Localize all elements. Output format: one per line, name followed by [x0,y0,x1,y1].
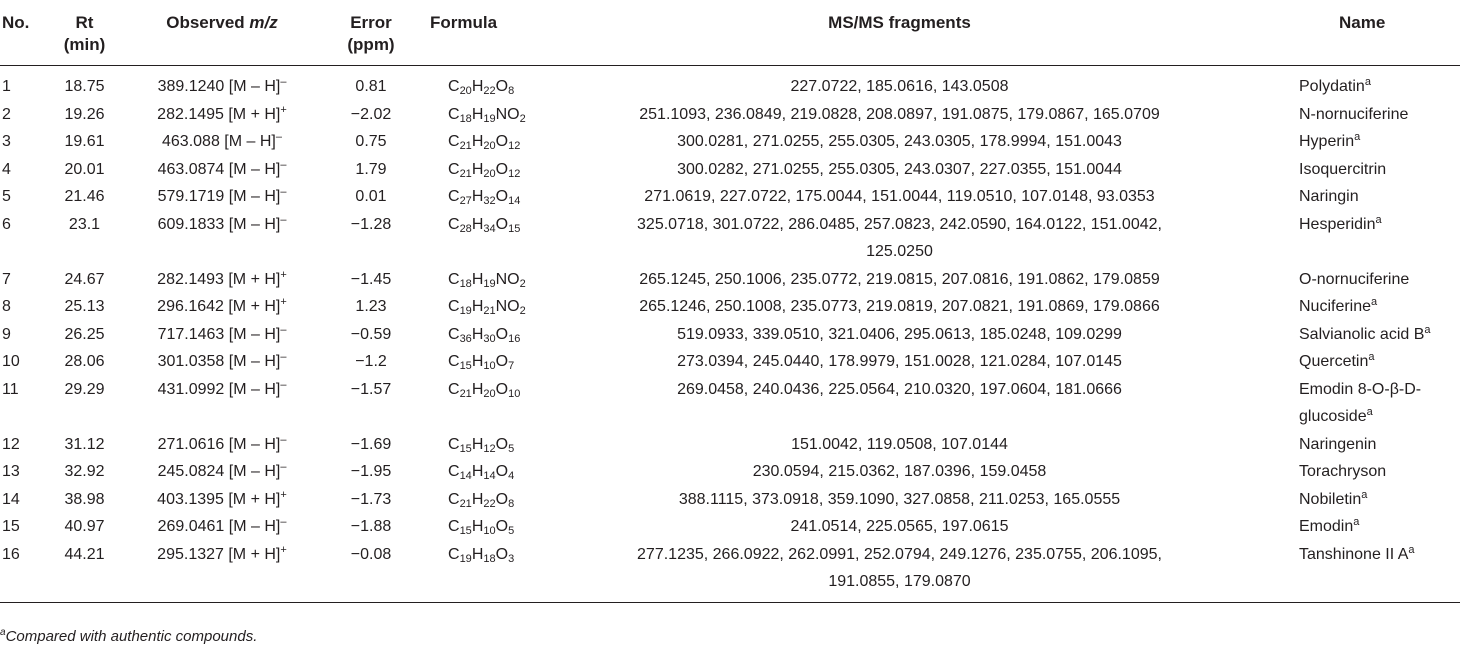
header-row [0,5,1460,66]
cell-formula: $C_{21}H_{20}O_{10}$ [448,380,521,400]
table-body [0,66,1460,603]
cell-fragments: 519.0933, 339.0510, 321.0406, 295.0613, 185.0248, 109.0299 [677,325,1122,343]
cell-name: Hesperidin$^a$ [1299,213,1382,233]
cell-rt: 28.06 [64,353,105,370]
cell-rt: 19.61 [64,133,105,150]
header-rt: Rt (min) [47,5,122,66]
cell-no: 10 [2,353,20,370]
cell-no: 15 [2,518,20,535]
cell-fragments: 388.1115, 373.0918, 359.1090, 327.0858, 211.0253, 165.0555 [678,490,1121,508]
table-header [0,5,1460,66]
table-row [0,541,1460,603]
cell-no: 5 [2,188,11,205]
cell-name: Quercetin$^a$ [1299,351,1375,370]
cell-error: −0.08 [350,545,392,563]
cell-no: 12 [2,435,20,453]
cell-observed-mz: 282.1493 [M + H]+ [157,268,287,288]
cell-fragments: 325.0718, 301.0722, 286.0485, 257.0823, 242.0590, 164.0122, 151.0042, 125.0250 [637,215,1162,260]
compound-table [0,5,1460,603]
header-formula: Formula [420,5,532,66]
cell-no: 16 [2,545,20,563]
cell-error: 0.75 [355,133,387,150]
cell-name: Naringin [1299,188,1359,205]
cell-no: 1 [2,78,11,95]
cell-rt: 40.97 [64,518,105,535]
cell-observed-mz: 245.0824 [M – H]– [157,461,287,480]
cell-name: Nobiletin$^a$ [1299,488,1368,508]
table-row [0,431,1460,459]
cell-formula: $C_{20}H_{22}O_8$ [448,78,515,97]
cell-fragments: 241.0514, 225.0565, 197.0615 [790,518,1009,535]
table-footnote: $^a$Compared with authentic compounds. [0,627,258,645]
cell-error: 1.79 [355,160,387,178]
cell-error: −1.95 [350,463,392,480]
cell-no: 7 [2,270,11,288]
cell-fragments: 273.0394, 245.0440, 178.9979, 151.0028, 121.0284, 107.0145 [677,353,1122,370]
cell-no: 9 [2,325,11,343]
cell-error: −1.57 [350,380,392,398]
table-row [0,128,1460,156]
cell-formula: $C_{27}H_{32}O_{14}$ [448,188,521,207]
table-row [0,486,1460,514]
cell-rt: 18.75 [64,78,105,95]
cell-formula: $C_{21}H_{20}O_{12}$ [448,160,521,180]
cell-name: N-nornuciferine [1299,105,1409,123]
cell-error: −0.59 [350,325,392,343]
cell-observed-mz: 431.0992 [M – H]– [157,378,287,398]
cell-observed-mz: 269.0461 [M – H]– [157,516,287,535]
cell-observed-mz: 301.0358 [M – H]– [157,351,287,370]
cell-formula: $C_{28}H_{34}O_{15}$ [448,215,521,235]
cell-error: 0.81 [355,78,387,95]
cell-fragments: 269.0458, 240.0436, 225.0564, 210.0320, 197.0604, 181.0666 [677,380,1122,398]
cell-error: −1.28 [350,215,392,233]
cell-no: 2 [2,105,11,123]
cell-name: Tanshinone II $A^a$ [1299,543,1415,563]
cell-name: Nuciferine$^a$ [1299,296,1378,315]
cell-observed-mz: 579.1719 [M – H]– [157,186,287,205]
cell-name: Naringenin [1299,435,1377,453]
cell-name: Hyperin$^a$ [1299,131,1361,150]
cell-formula: $C_{15}H_{12}O_5$ [448,435,515,455]
cell-name: Emodin 8-O-β-D- glucoside$^a$ [1299,380,1422,425]
cell-error: 0.01 [355,188,387,205]
cell-rt: 32.92 [64,463,105,480]
cell-error: −1.45 [350,270,392,288]
table-row [0,66,1460,101]
cell-observed-mz: 296.1642 [M + H]+ [157,296,287,315]
cell-fragments: 227.0722, 185.0616, 143.0508 [790,78,1009,95]
table-row [0,293,1460,321]
cell-observed-mz: 463.0874 [M – H]– [157,158,287,178]
cell-formula: $C_{21}H_{20}O_{12}$ [448,133,521,152]
cell-formula: $C_{18}H_{19}NO_2$ [448,270,526,290]
cell-error: −1.69 [350,435,392,453]
cell-observed-mz: 271.0616 [M – H]– [157,433,287,453]
cell-no: 6 [2,215,11,233]
cell-no: 11 [2,380,19,398]
cell-observed-mz: 717.1463 [M – H]– [157,323,287,343]
cell-fragments: 271.0619, 227.0722, 175.0044, 151.0044, 119.0510, 107.0148, 93.0353 [644,188,1155,205]
cell-rt: 26.25 [64,325,105,343]
cell-rt: 23.1 [68,215,101,233]
cell-rt: 19.26 [64,105,105,123]
cell-rt: 24.67 [64,270,105,288]
table-row [0,321,1460,349]
cell-name: Torachryson [1299,463,1387,480]
cell-rt: 21.46 [64,188,105,205]
cell-fragments: 265.1246, 250.1008, 235.0773, 219.0819, 207.0821, 191.0869, 179.0866 [639,298,1160,315]
cell-fragments: 251.1093, 236.0849, 219.0828, 208.0897, 191.0875, 179.0867, 165.0709 [639,105,1160,123]
cell-fragments: 230.0594, 215.0362, 187.0396, 159.0458 [752,463,1047,480]
header-fragments: MS/MS fragments [532,5,1267,66]
table-row [0,266,1460,294]
cell-observed-mz: 463.088 [M – H]– [162,131,282,150]
header-observed-mz: Observed m/z [122,5,322,66]
cell-formula: $C_{14}H_{14}O_4$ [448,463,515,482]
cell-formula: $C_{36}H_{30}O_{16}$ [448,325,521,345]
cell-fragments: 300.0282, 271.0255, 255.0305, 243.0307, 227.0355, 151.0044 [677,160,1122,178]
cell-error: −2.02 [350,105,392,123]
table-row [0,348,1460,376]
cell-rt: 44.21 [64,545,105,563]
cell-formula: $C_{19}H_{18}O_3$ [448,545,515,565]
header-no: No. [0,5,47,66]
cell-rt: 31.12 [64,435,105,453]
cell-no: 3 [2,133,11,150]
cell-no: 4 [2,160,11,178]
table-row [0,101,1460,129]
cell-rt: 38.98 [64,490,105,508]
cell-no: 8 [2,298,11,315]
header-error: Error (ppm) [322,5,420,66]
cell-formula: $C_{21}H_{22}O_8$ [448,490,515,510]
cell-formula: $C_{15}H_{10}O_5$ [448,518,515,537]
cell-formula: $C_{19}H_{21}NO_2$ [448,298,526,317]
header-name: Name [1267,5,1460,66]
cell-fragments: 300.0281, 271.0255, 255.0305, 243.0305, 178.9994, 151.0043 [677,133,1122,150]
table-row [0,183,1460,211]
table-row [0,156,1460,184]
table-row [0,376,1460,431]
cell-name: O-nornuciferine [1299,270,1410,288]
cell-fragments: 277.1235, 266.0922, 262.0991, 252.0794, 249.1276, 235.0755, 206.1095, 191.0855, 179.0870 [637,545,1162,590]
cell-error: 1.23 [355,298,387,315]
cell-observed-mz: 389.1240 [M – H]– [157,76,287,95]
cell-rt: 20.01 [64,160,105,178]
cell-error: −1.2 [355,353,387,370]
cell-formula: $C_{15}H_{10}O_7$ [448,353,515,372]
table-row [0,211,1460,266]
cell-rt: 25.13 [64,298,105,315]
cell-no: 13 [2,463,20,480]
cell-observed-mz: 403.1395 [M + H]+ [157,488,287,508]
cell-rt: 29.29 [64,380,105,398]
cell-observed-mz: 295.1327 [M + H]+ [157,543,287,563]
cell-formula: $C_{18}H_{19}NO_2$ [448,105,526,125]
cell-no: 14 [2,490,20,508]
cell-fragments: 151.0042, 119.0508, 107.0144 [791,435,1008,453]
table-row [0,513,1460,541]
cell-observed-mz: 609.1833 [M – H]– [157,213,287,233]
cell-name: Polydatin$^a$ [1299,76,1371,95]
cell-name: Salvianolic acid $B^a$ [1299,323,1431,343]
cell-name: Isoquercitrin [1299,160,1387,178]
cell-error: −1.73 [350,490,392,508]
cell-error: −1.88 [350,518,392,535]
cell-fragments: 265.1245, 250.1006, 235.0772, 219.0815, 207.0816, 191.0862, 179.0859 [639,270,1160,288]
table-row [0,458,1460,486]
cell-name: Emodin$^a$ [1299,516,1360,535]
cell-observed-mz: 282.1495 [M + H]+ [157,103,287,123]
